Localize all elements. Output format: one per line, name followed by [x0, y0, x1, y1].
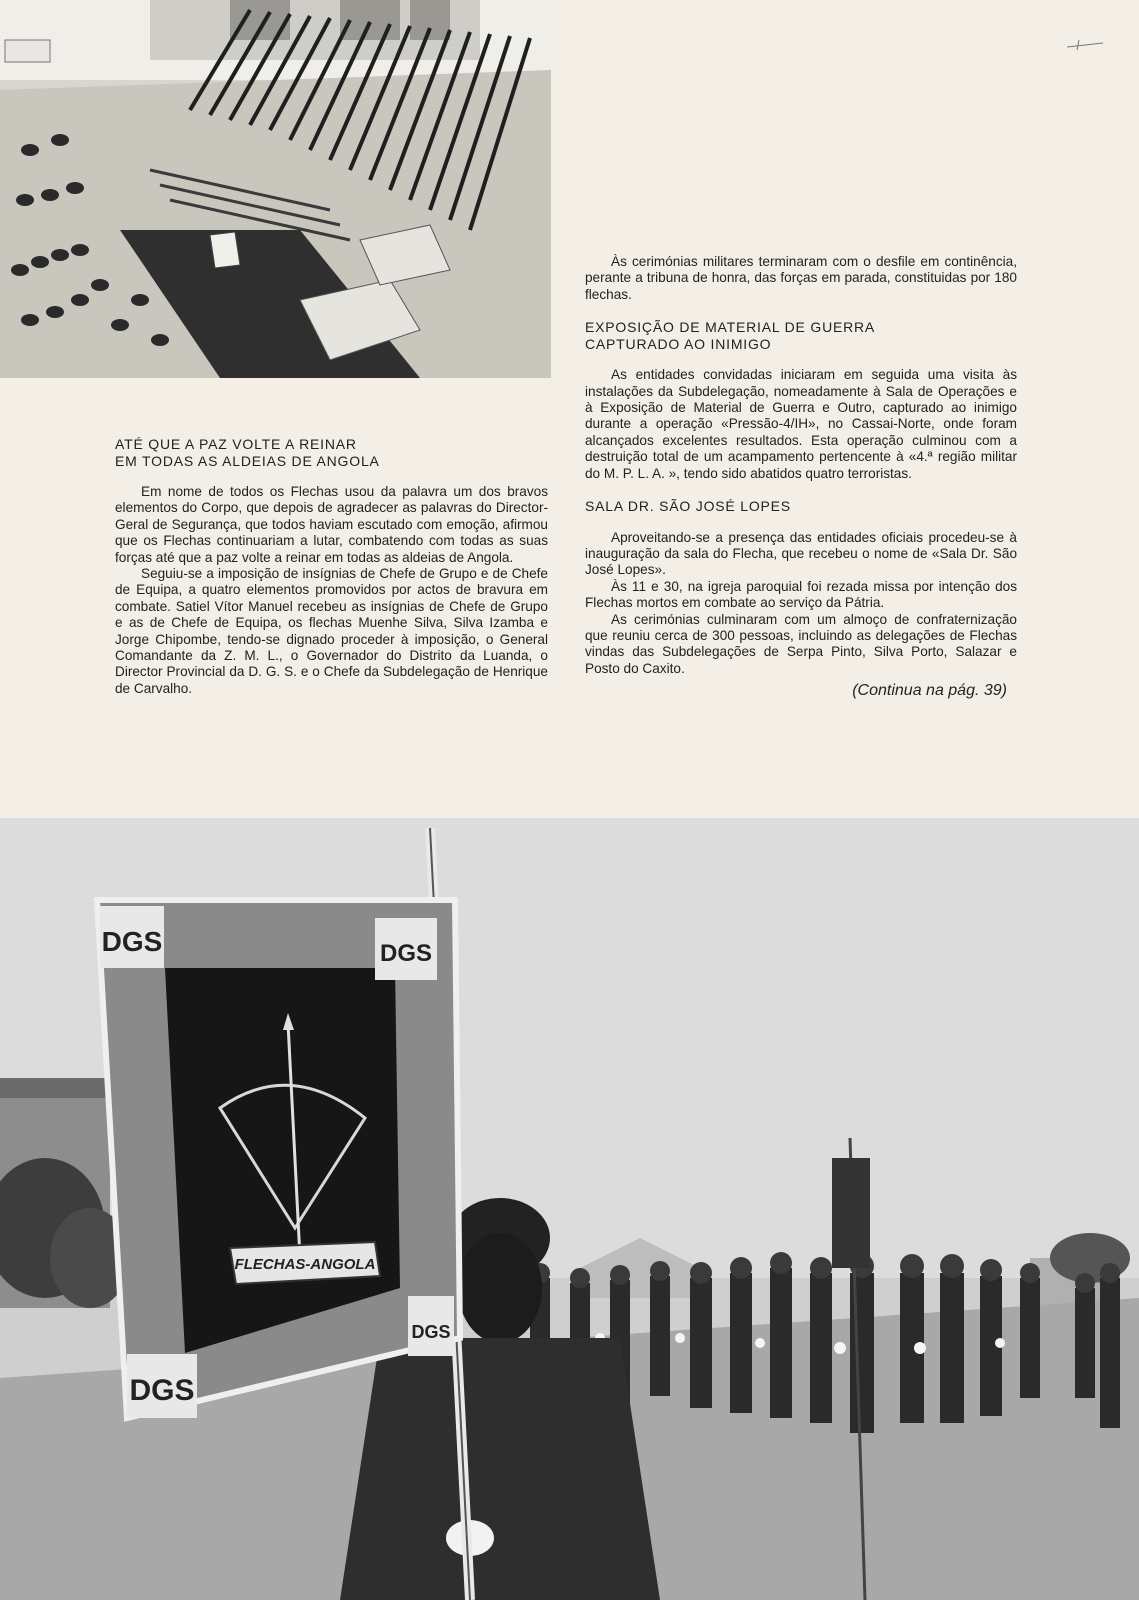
paragraph: Aproveitando-se a presença das entidades oficiais procedeu-se à inauguração da sala do Flecha, que recebeu o nome de «Sala Dr. São José Lopes».: [585, 529, 1017, 578]
pencil-mark: [1065, 38, 1105, 50]
paragraph: Em nome de todos os Flechas usou da palavra um dos bravos elementos do Corpo, que depois de agradecer as palavras do Director-Geral de Segurança, que todos haviam escutado com emoção, afirmou que os Flechas continuariam a lutar, combatendo com todas as suas forças até que a paz volte a reinar em todas as aldeias de Angola.: [115, 484, 548, 565]
parade-banner-photo: [0, 818, 1139, 1600]
heading-line: ATÉ QUE A PAZ VOLTE A REINAR: [115, 436, 357, 452]
section-heading-peace: [115, 436, 548, 469]
heading-line: CAPTURADO AO INIMIGO: [585, 335, 772, 352]
paragraph: Às 11 e 30, na igreja paroquial foi rezada missa por intenção dos Flechas mortos em combate ao serviço da Pátria.: [585, 578, 1017, 611]
right-column: [585, 254, 1017, 700]
left-column: [115, 436, 548, 697]
banner-corner-label: DGS: [101, 926, 163, 957]
banner-corner-label: DGS: [379, 940, 433, 967]
paragraph: As cerimónias culminaram com um almoço de confraternização que reuniu cerca de 300 pessoas, incluindo as delegações de Flechas vindas das Subdelegações de Serpa Pinto, Silva Porto, Salazar e Posto do Caxito.: [585, 611, 1017, 676]
banner-corner-label: DGS: [129, 1374, 195, 1407]
section-heading-exhibition: [585, 319, 1017, 352]
captured-weapons-photo: [0, 0, 551, 378]
paragraph: As entidades convidadas iniciaram em seguida uma visita às instalações da Subdelegação, nomeadamente à Sala de Operações e à Exposição de Material de Guerra e Outro, capturado ao inimigo durante a operação «Pressão-4/IH», no Cassai-Norte, onde foram alcançados excelentes resultados. Esta operação culminou com a destruição total de um acampamento pertencente à «4.ª região militar do M. P. L. A. », tendo sido abatidos quatro terroristas.: [585, 367, 1017, 481]
paragraph: Seguiu-se a imposição de insígnias de Chefe de Grupo e de Chefe de Equipa, a quatro elementos promovidos por actos de bravura em combate. Satiel Vítor Manuel recebeu as insígnias de Chefe de Grupo e as de Chefe de Equipa, os flechas Muenhe Silva, Silva Izamba e Jorge Chipombe, tendo-se dignado proceder à imposição, o General Comandante da Z. M. L., o Governador do Distrito da Luanda, o Director Provincial da D. G. S. e o Chefe da Subdelegação de Henrique de Carvalho.: [115, 566, 548, 696]
heading-line: EXPOSIÇÃO DE MATERIAL DE GUERRA: [585, 319, 876, 336]
continued-note: (Continua na pág. 39): [852, 682, 1007, 700]
section-heading-room: SALA DR. SÃO JOSÉ LOPES: [585, 498, 791, 515]
heading-line: EM TODAS AS ALDEIAS DE ANGOLA: [115, 452, 380, 469]
banner-ribbon-label: FLECHAS-ANGOLA: [234, 1256, 376, 1273]
banner-corner-label: DGS: [411, 1322, 451, 1342]
paragraph: Às cerimónias militares terminaram com o desfile em continência, perante a tribuna de honra, das forças em parada, constituidas por 180 flechas.: [585, 254, 1017, 302]
